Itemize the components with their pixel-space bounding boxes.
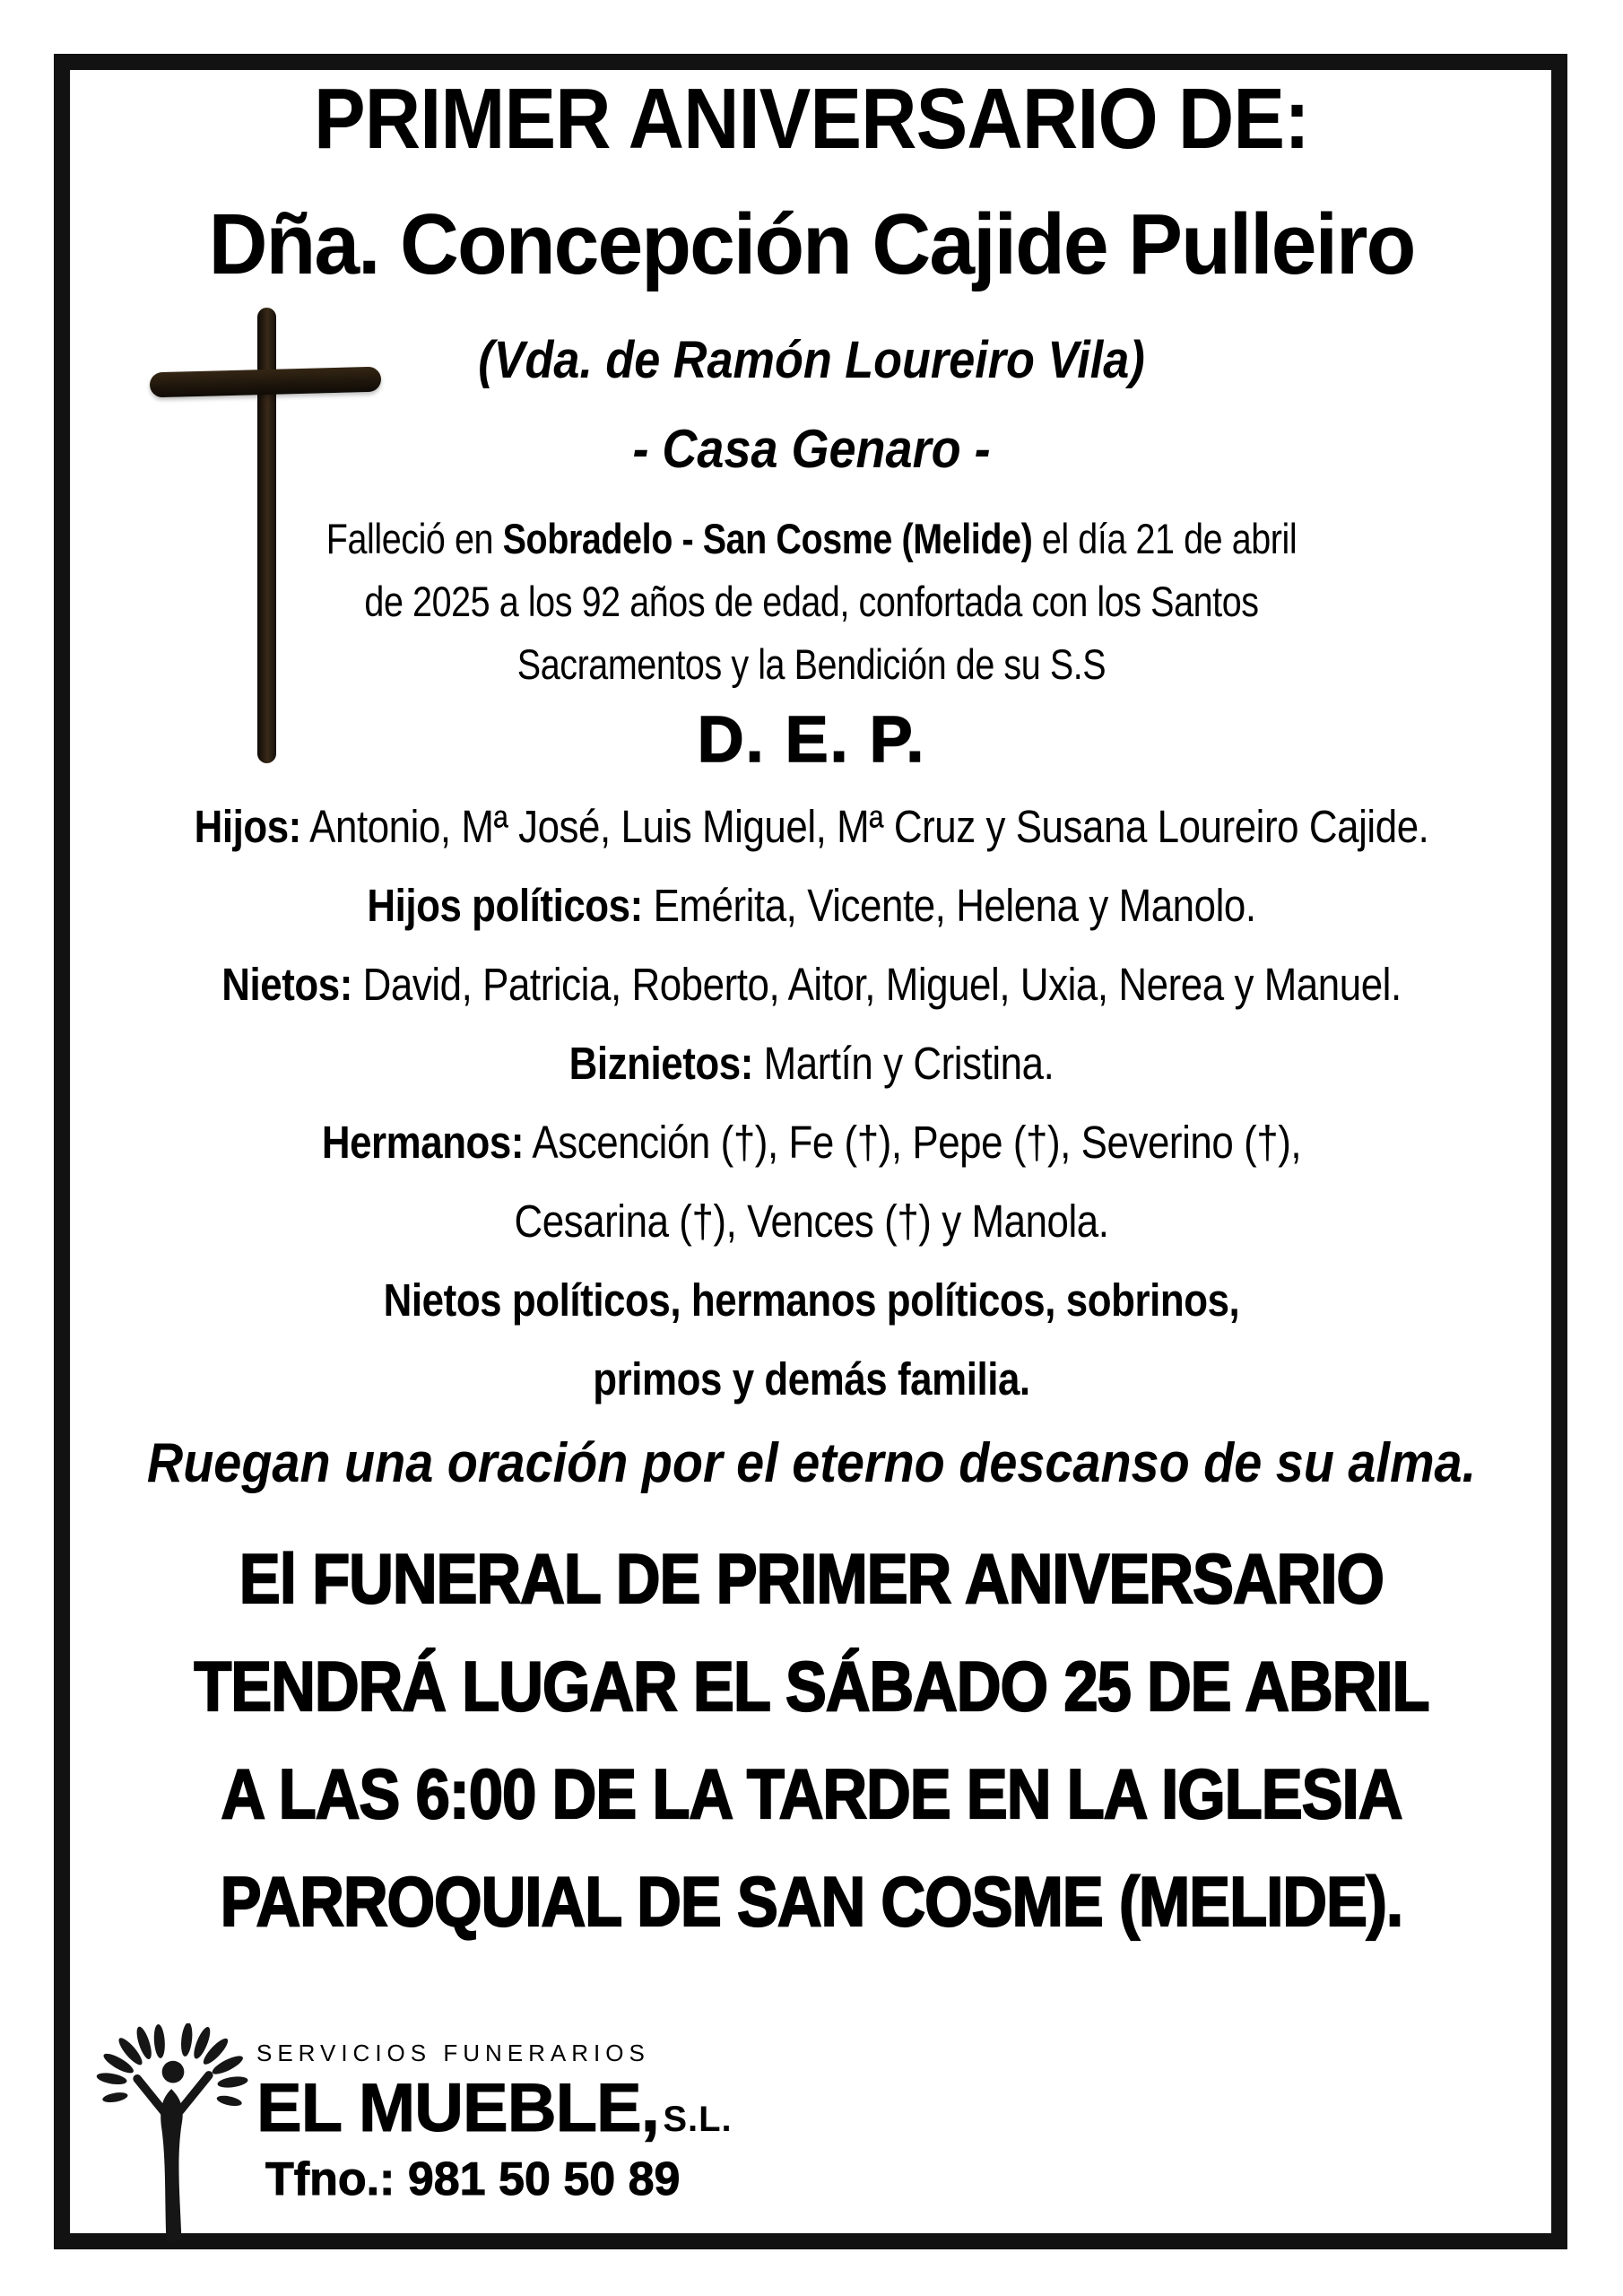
family-line-hijos (114, 787, 1510, 866)
family-role-label: Hermanos: (321, 1117, 525, 1168)
death-paragraph-line1 (130, 508, 1493, 570)
family-role-label: Nietos: (221, 959, 352, 1010)
phone-number: Tfno.: 981 50 50 89 (265, 2153, 681, 2205)
family-extra-line: Nietos políticos, hermanos políticos, sobrinos, (383, 1274, 1240, 1326)
dep-abbreviation: D. E. P. (697, 704, 926, 776)
family-line-hermanos (114, 1103, 1510, 1182)
tree-of-life-icon (88, 2023, 258, 2243)
death-line1-prefix: Falleció en (325, 515, 503, 562)
family-line-biznietos (114, 1024, 1510, 1103)
family-names: Antonio, Mª José, Luis Miguel, Mª Cruz y Susana Loureiro Cajide. (300, 801, 1429, 852)
widow-line: (Vda. de Ramón Loureiro Vila) (478, 331, 1145, 389)
death-line1-place: Sobradelo - San Cosme (Melide) (502, 515, 1033, 562)
funeral-line: A LAS 6:00 DE LA TARDE EN LA IGLESIA (221, 1754, 1402, 1833)
company-suffix: S.L. (663, 2100, 733, 2139)
family-names: David, Patricia, Roberto, Aitor, Miguel, Uxia, Nerea y Manuel. (352, 959, 1402, 1010)
company-name: EL MUEBLE, (256, 2070, 659, 2146)
notice-header: PRIMER ANIVERSARIO DE: (314, 71, 1309, 167)
family-names: Ascención (†), Fe (†), Pepe (†), Severino (†), (524, 1117, 1302, 1168)
company-name-line (256, 2069, 733, 2147)
family-role-label: Biznietos: (568, 1038, 753, 1089)
death-paragraph-line3: Sacramentos y la Bendición de su S.S (516, 640, 1107, 688)
family-names: Emérita, Vicente, Helena y Manolo. (642, 880, 1256, 931)
family-names: Martín y Cristina. (752, 1038, 1055, 1089)
funeral-line: PARROQUIAL DE SAN COSME (MELIDE). (220, 1862, 1403, 1941)
logo-text-block (256, 2039, 733, 2206)
death-paragraph (130, 508, 1493, 696)
logo-tagline: SERVICIOS FUNERARIOS (256, 2039, 650, 2066)
funeral-home-logo (88, 2023, 895, 2248)
death-line1-suffix: el día 21 de abril (1032, 515, 1298, 562)
family-list (114, 787, 1510, 1419)
family-names: Cesarina (†), Vences (†) y Manola. (514, 1196, 1109, 1247)
family-line-hijos-politicos (114, 866, 1510, 945)
prayer-line: Ruegan una oración por el eterno descanso de su alma. (146, 1432, 1477, 1494)
deceased-name: Dña. Concepción Cajide Pulleiro (208, 196, 1415, 292)
funeral-line: TENDRÁ LUGAR EL SÁBADO 25 DE ABRIL (194, 1647, 1429, 1726)
family-role-label: Hijos: (194, 801, 301, 852)
family-extra-line: primos y demás familia. (593, 1353, 1030, 1405)
family-line-hermanos-cont (114, 1182, 1510, 1261)
family-role-label: Hijos políticos: (367, 880, 643, 931)
family-line-nietos (114, 945, 1510, 1024)
house-line: - Casa Genaro - (632, 419, 991, 479)
funeral-announcement (98, 1525, 1526, 1955)
death-paragraph-line2: de 2025 a los 92 años de edad, confortada con los Santos (364, 578, 1259, 625)
funeral-line: El FUNERAL DE PRIMER ANIVERSARIO (239, 1539, 1384, 1618)
